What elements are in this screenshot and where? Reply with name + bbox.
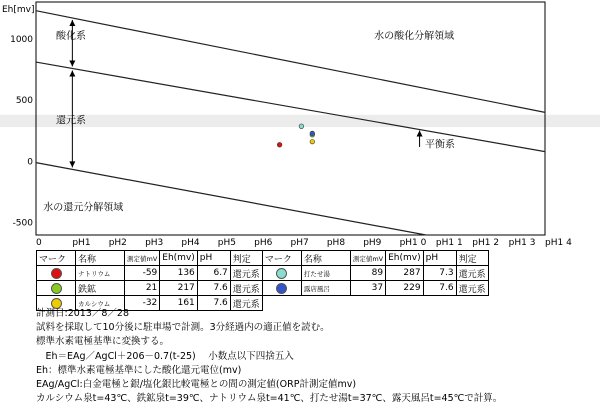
row-eh: 217 — [160, 281, 198, 296]
x-tick-label: pH9 — [363, 238, 382, 248]
y-tick-label: 1000 — [10, 34, 33, 45]
row-eh-2: 229 — [386, 281, 424, 296]
row-ph-2: 7.6 — [423, 281, 456, 296]
row-judge: 還元系 — [230, 266, 262, 281]
boundary-line-equilibrium — [36, 62, 545, 152]
header-eh: Eh(mv) — [160, 251, 198, 266]
data-point-4 — [299, 124, 304, 129]
x-tick-label: pH1 3 — [508, 238, 536, 248]
note-line: Eh：標準水素電極基準にした酸化還元電位(mv) — [36, 364, 242, 376]
y-tick-label: 500 — [15, 96, 33, 107]
header-marker: マーク — [37, 251, 76, 266]
row-marker-2 — [262, 266, 301, 281]
equilibrium-arrow-head — [417, 131, 423, 137]
x-tick-label: pH2 — [108, 238, 127, 248]
note-line: EAg/AgCl:白金電極と銀/塩化銀比較電極との間の測定値(ORP計測定値mv) — [36, 379, 357, 391]
row-eh: 136 — [160, 266, 198, 281]
row-name: カルシウム — [76, 296, 125, 311]
y-tick-label: -500 — [12, 218, 33, 229]
x-tick-label: 0 — [36, 238, 42, 248]
blue-marker-icon — [276, 283, 287, 294]
x-tick-label: pH1 4 — [545, 238, 572, 248]
x-tick-label: pH8 — [326, 238, 346, 248]
x-tick-label: pH1 — [72, 238, 91, 248]
row-name: ナトリウム — [76, 266, 125, 281]
row-judge: 還元系 — [230, 296, 262, 311]
y-axis-label: Eh[mv] — [2, 5, 35, 15]
row-name: 鉄鉱 — [76, 281, 125, 296]
region-label-oxidizing: 酸化系 — [55, 30, 86, 42]
data-point-5 — [310, 131, 315, 136]
row-marker — [37, 266, 76, 281]
data-point-1 — [277, 142, 282, 147]
data-point-3 — [310, 139, 315, 144]
row-ph-2: 7.3 — [423, 266, 456, 281]
formula-line: Eh＝EAg／AgCl＋206－0.7(t-25) 小数点以下四捨五入 — [36, 350, 294, 362]
y-tick-label: 0 — [27, 157, 33, 168]
measurement-date: 計測日:2013／8／28 — [36, 308, 130, 319]
row-name-2: 打たせ湯 — [301, 266, 350, 281]
reducing-arrow-head-down — [69, 161, 75, 167]
oxidizing-arrow-head-up — [69, 20, 75, 26]
region-label-red_region: 水の還元分解領域 — [43, 202, 124, 214]
row-marker — [37, 281, 76, 296]
table-row — [37, 266, 489, 281]
green-marker-icon — [51, 283, 62, 294]
region-label-reducing: 還元系 — [55, 115, 86, 127]
note-line: カルシウム泉t=43℃、鉄鉱泉t=39℃、ナトリウム泉t=41℃、打たせ湯t=37℃、露天風呂t=45℃で計算。 — [36, 393, 503, 405]
header-judge-2: 判定 — [456, 251, 488, 266]
teal-marker-icon — [276, 268, 287, 279]
x-tick-label: pH3 — [145, 238, 164, 248]
row-measured: -59 — [125, 266, 160, 281]
x-tick-label: pH1 2 — [472, 238, 500, 248]
header-ph: pH — [197, 251, 230, 266]
header-measured-2: 測定値mV — [350, 251, 385, 266]
row-judge: 還元系 — [230, 281, 262, 296]
red-marker-icon — [51, 268, 62, 279]
x-tick-label: pH7 — [290, 238, 309, 248]
row-measured-2: 37 — [350, 281, 385, 296]
row-eh-2: 287 — [386, 266, 424, 281]
notes-block — [36, 307, 502, 406]
oxidizing-arrow-head-down — [69, 60, 75, 66]
row-eh: 161 — [160, 296, 198, 311]
row-ph: 7.6 — [197, 296, 230, 311]
row-measured: 21 — [125, 281, 160, 296]
row-judge-2: 還元系 — [456, 281, 488, 296]
note-line: 試料を採取して10分後に駐車場で計測。3分経過内の適正値を読む。 — [36, 322, 330, 334]
row-measured-2: 89 — [350, 266, 385, 281]
boundary-line-reduction-limit — [36, 163, 426, 235]
x-tick-label: pH1 0 — [399, 238, 427, 248]
header-judge: 判定 — [230, 251, 262, 266]
row-marker-2 — [262, 281, 301, 296]
region-label-ox_region: 水の酸化分解領域 — [374, 30, 455, 42]
table-header-row — [37, 251, 489, 266]
results-table — [36, 250, 489, 311]
header-eh-2: Eh(mv) — [386, 251, 424, 266]
boundary-line-oxidation-limit — [36, 11, 545, 113]
header-ph-2: pH — [423, 251, 456, 266]
row-name-2: 露店風呂 — [301, 281, 350, 296]
header-measured: 測定値mV — [125, 251, 160, 266]
header-marker-2: マーク — [262, 251, 301, 266]
x-tick-label: pH6 — [254, 238, 273, 248]
reducing-arrow-head-up — [69, 70, 75, 76]
row-ph: 7.6 — [197, 281, 230, 296]
row-measured: -32 — [125, 296, 160, 311]
x-tick-label: pH5 — [217, 238, 237, 248]
x-tick-label: pH4 — [181, 238, 200, 248]
row-ph: 6.7 — [197, 266, 230, 281]
header-name-2: 名称 — [301, 251, 350, 266]
note-line: 標準水素電極基準に変換する。 — [36, 336, 170, 348]
region-label-equilibrium: 平衡系 — [425, 139, 456, 151]
x-tick-label: pH1 1 — [435, 238, 463, 248]
row-judge-2: 還元系 — [456, 266, 488, 281]
header-name: 名称 — [76, 251, 125, 266]
table-row — [37, 281, 489, 296]
